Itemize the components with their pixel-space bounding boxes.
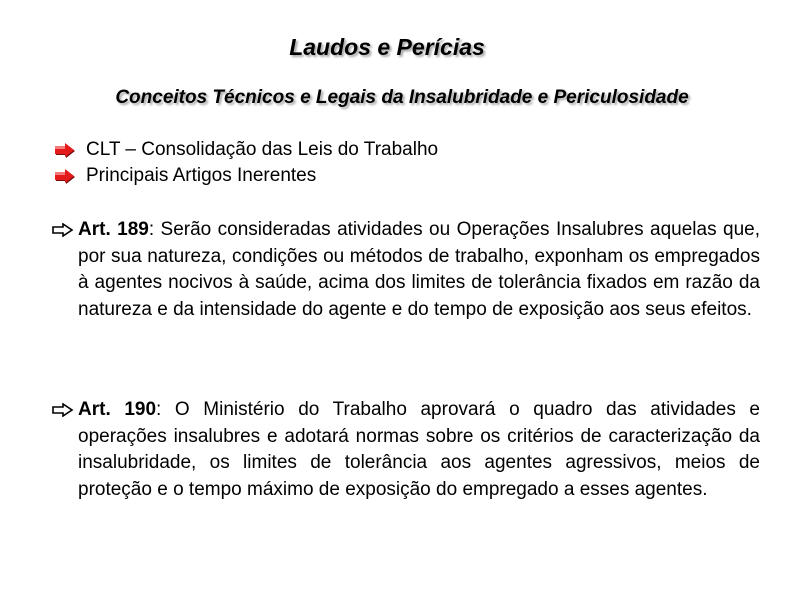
article-text: [78, 217, 760, 323]
article-189: [52, 217, 760, 323]
page-title: Laudos e Perícias: [289, 34, 485, 60]
red-arrow-bullet-icon: [52, 142, 76, 158]
bullet-item: [52, 137, 752, 163]
article-label: Art. 190: [78, 399, 157, 420]
article-label: Art. 189: [78, 219, 149, 240]
article-body: : O Ministério do Trabalho aprovará o quadro das atividades e operações insalubres e adotará normas sobre os critérios de caracterização da insalubridade, os limites de tolerância aos agentes agressivos, meios de proteção e o tempo máximo de exposição do empregado a esses agentes.: [78, 399, 760, 500]
outline-arrow-icon: [52, 223, 74, 237]
bullet-item: [52, 163, 752, 189]
article-body: : Serão consideradas atividades ou Operações Insalubres aquelas que, por sua natureza, condições ou métodos de trabalho, exponham os empregados à agentes nocivos à saúde, acima dos limites de tolerância fixados em razão da natureza e da intensidade do agente e do tempo de exposição aos seus efeitos.: [78, 219, 760, 320]
bullet-label: Principais Artigos Inerentes: [86, 165, 317, 186]
bullet-list: [52, 137, 752, 189]
bullet-label: CLT – Consolidação das Leis do Trabalho: [86, 139, 439, 160]
page-subtitle: Conceitos Técnicos e Legais da Insalubridade e Periculosidade: [115, 87, 689, 108]
red-arrow-bullet-icon: [52, 168, 76, 184]
article-190: [52, 397, 760, 503]
article-text: [78, 397, 760, 503]
outline-arrow-icon: [52, 403, 74, 417]
